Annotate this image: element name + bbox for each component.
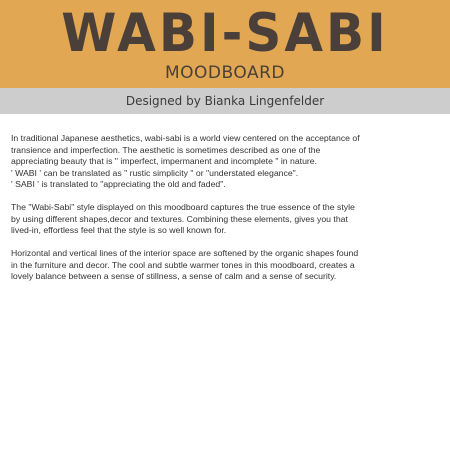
text-line: transience and imperfection. The aesthetic is sometimes described as one of the <box>11 144 321 155</box>
page-title: WABI-SABI <box>61 2 389 64</box>
paragraph-balance <box>11 248 443 283</box>
text-line: appreciating beauty that is " imperfect, impermanent and incomplete " in nature. <box>11 156 318 166</box>
text-line: In traditional Japanese aesthetics, wabi-sabi is a world view centered on the acceptance of <box>11 133 360 143</box>
page-subtitle: MOODBOARD <box>165 63 285 83</box>
text-line: ' WABI ' can be translated as " rustic simplicity " or "understated elegance". <box>11 167 299 178</box>
text-line: by using different shapes,decor and textures. Combining these elements, gives you that <box>11 213 348 224</box>
description-text <box>11 133 443 294</box>
designer-credit: Designed by Bianka Lingenfelder <box>125 94 325 108</box>
text-line: lovely balance between a sense of stillness, a sense of calm and a sense of security. <box>11 271 337 281</box>
paragraph-definition <box>11 133 443 191</box>
text-line: lived-in, effortless feel that the style is so well known for. <box>11 225 227 235</box>
text-line: ' SABI ' is translated to "appreciating the old and faded". <box>11 179 226 189</box>
text-line: in the furniture and decor. The cool and subtle warmer tones in this moodboard, creates a <box>11 259 355 270</box>
paragraph-style <box>11 202 443 237</box>
text-line: Horizontal and vertical lines of the interior space are softened by the organic shapes found <box>11 248 359 258</box>
text-line: The "Wabi-Sabi" style displayed on this moodboard captures the true essence of the style <box>11 202 355 212</box>
